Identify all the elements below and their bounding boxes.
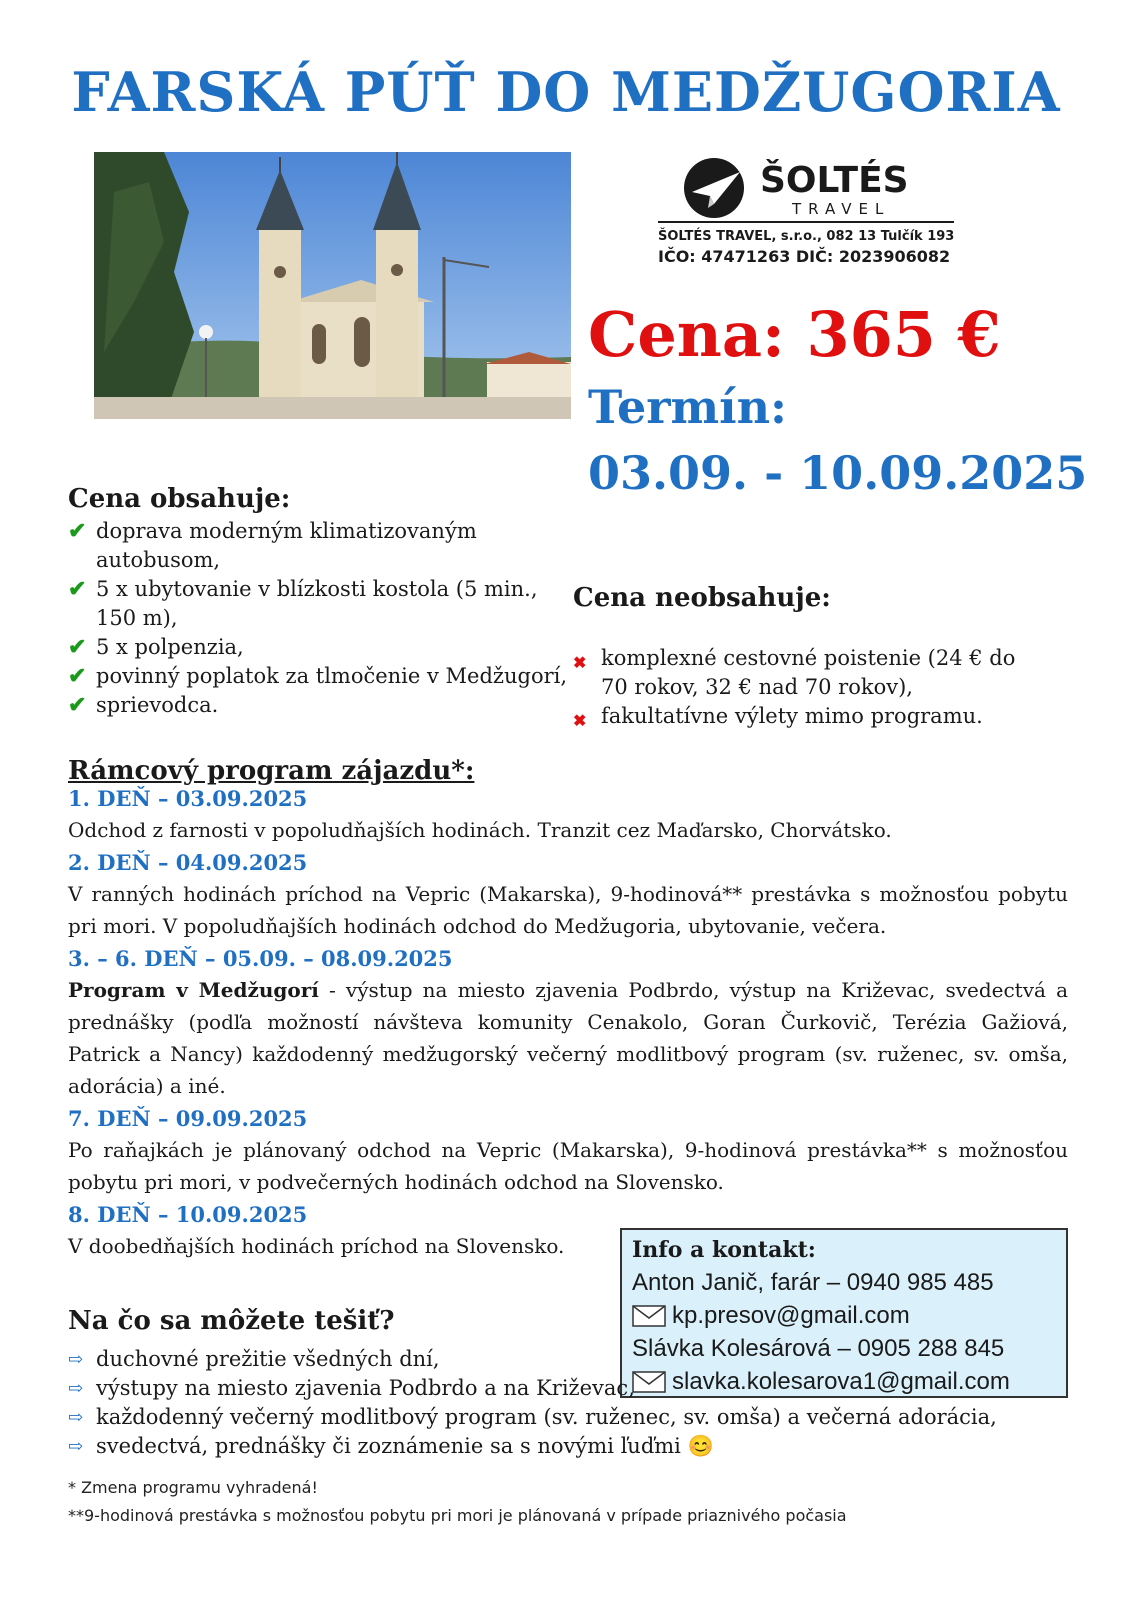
day-text: Program v Medžugorí - výstup na miesto zjavenia Podbrdo, výstup na Križevac, svedectvá a prednášky (podľa možností návšteva komunity Cenakolo, Goran Čurkovič, Terézia Gažiová, Patrick a Nancy) každodenný medžugorský večerný modlitbový program (sv. ruženec, sv. omša, adorácia) a iné. <box>68 978 1068 1098</box>
program-day <box>68 784 1068 846</box>
arrow-right-icon: ⇨ <box>68 1349 84 1370</box>
list-item: ✔ doprava moderným klimatizovaným autobusom, <box>68 518 477 572</box>
footnote-2: **9-hodinová prestávka s možnosťou pobytu pri mori je plánovaná v prípade priaznivého počasia <box>68 1506 847 1525</box>
day-title: 8. DEŇ – 10.09.2025 <box>68 1202 308 1227</box>
day-title: 3. – 6. DEŇ – 05.09. – 08.09.2025 <box>68 946 453 971</box>
excluded-list <box>573 644 1043 731</box>
day-title: 1. DEŇ – 03.09.2025 <box>68 786 308 811</box>
list-item: ⇨ výstupy na miesto zjavenia Podbrdo a na Križevac, <box>68 1374 1068 1403</box>
day-text: V ranných hodinách príchod na Vepric (Makarska), 9-hodinová** prestávka s možnosťou pobytu pri mori. V popoludňajších hodinách odchod do Medžugoria, ubytovanie, večera. <box>68 882 1068 938</box>
soltes-travel-logo <box>652 152 962 270</box>
list-item: ✖ komplexné cestovné poistenie (24 € do 70 rokov, 32 € nad 70 rokov), <box>573 646 1016 699</box>
list-item: ⇨ každodenný večerný modlitbový program (sv. ruženec, sv. omša) a večerná adorácia, <box>68 1403 1068 1432</box>
program-day <box>68 1104 1068 1198</box>
look-forward-list <box>68 1345 1068 1461</box>
list-item: ⇨ duchovné prežitie všedných dní, <box>68 1345 1068 1374</box>
contact-email-1-row <box>632 1299 1056 1332</box>
day-title: 7. DEŇ – 09.09.2025 <box>68 1106 308 1131</box>
day-title: 2. DEŇ – 04.09.2025 <box>68 850 308 875</box>
program-heading: Rámcový program zájazdu*: <box>68 756 475 786</box>
program-day <box>68 848 1068 942</box>
term-dates: 03.09. - 10.09.2025 <box>588 446 1088 500</box>
page-title: FARSKÁ PÚŤ DO MEDŽUGORIA <box>71 60 1061 124</box>
logo-address: ŠOLTÉS TRAVEL, s.r.o., 082 13 Tulčík 193 <box>658 229 955 244</box>
check-icon: ✔ <box>68 663 87 689</box>
arrow-right-icon: ⇨ <box>68 1436 84 1457</box>
envelope-icon <box>632 1305 666 1327</box>
list-item: ✔ 5 x ubytovanie v blízkosti kostola (5 min., 150 m), <box>68 576 538 630</box>
price: Cena: 365 € <box>588 298 1001 371</box>
program-day <box>68 944 1068 1102</box>
day-bold: Program v Medžugorí <box>68 978 319 1002</box>
arrow-right-icon: ⇨ <box>68 1407 84 1428</box>
check-icon: ✔ <box>68 576 87 602</box>
check-icon: ✔ <box>68 518 87 544</box>
cross-icon: ✖ <box>573 711 587 730</box>
logo-ids: IČO: 47471263 DIČ: 2023906082 <box>658 247 951 266</box>
cross-icon: ✖ <box>573 653 587 672</box>
program-day <box>68 1200 608 1262</box>
logo-sub: TRAVEL <box>792 200 891 218</box>
logo-brand: ŠOLTÉS <box>760 160 909 201</box>
list-item: ✔ 5 x polpenzia, <box>68 634 244 660</box>
arrow-right-icon: ⇨ <box>68 1378 84 1399</box>
church-photo <box>94 152 571 419</box>
day-text: Odchod z farnosti v popoludňajších hodinách. Tranzit cez Maďarsko, Chorvátsko. <box>68 818 892 842</box>
day-text: V doobedňajších hodinách príchod na Slovensko. <box>68 1234 565 1258</box>
included-list <box>68 517 568 720</box>
check-icon: ✔ <box>68 634 87 660</box>
list-item: ✖ fakultatívne výlety mimo programu. <box>573 702 1043 731</box>
list-item: ✔ povinný poplatok za tlmočenie v Medžugorí, <box>68 663 568 689</box>
term-label: Termín: <box>588 380 788 434</box>
contact-email-1[interactable]: kp.presov@gmail.com <box>672 1302 910 1329</box>
check-icon: ✔ <box>68 692 87 718</box>
list-item: ⇨ svedectvá, prednášky či zoznámenie sa s novými ľuďmi 😊 <box>68 1432 1068 1461</box>
list-item: ✔ sprievodca. <box>68 692 219 718</box>
excluded-heading: Cena neobsahuje: <box>573 583 831 613</box>
included-heading: Cena obsahuje: <box>68 484 291 514</box>
footnote-1: * Zmena programu vyhradená! <box>68 1478 318 1497</box>
contact-person-2: Slávka Kolesárová – 0905 288 845 <box>632 1335 1005 1362</box>
look-forward-heading: Na čo sa môžete tešiť? <box>68 1306 395 1336</box>
contact-heading: Info a kontakt: <box>632 1237 816 1263</box>
day-text: Po raňajkách je plánovaný odchod na Vepric (Makarska), 9-hodinová prestávka** s možnosťou pobytu pri mori, v podvečerných hodinách odchod na Slovensko. <box>68 1138 1068 1194</box>
contact-email-2[interactable]: slavka.kolesarova1@gmail.com <box>672 1368 1010 1395</box>
contact-person-1: Anton Janič, farár – 0940 985 485 <box>632 1269 994 1296</box>
